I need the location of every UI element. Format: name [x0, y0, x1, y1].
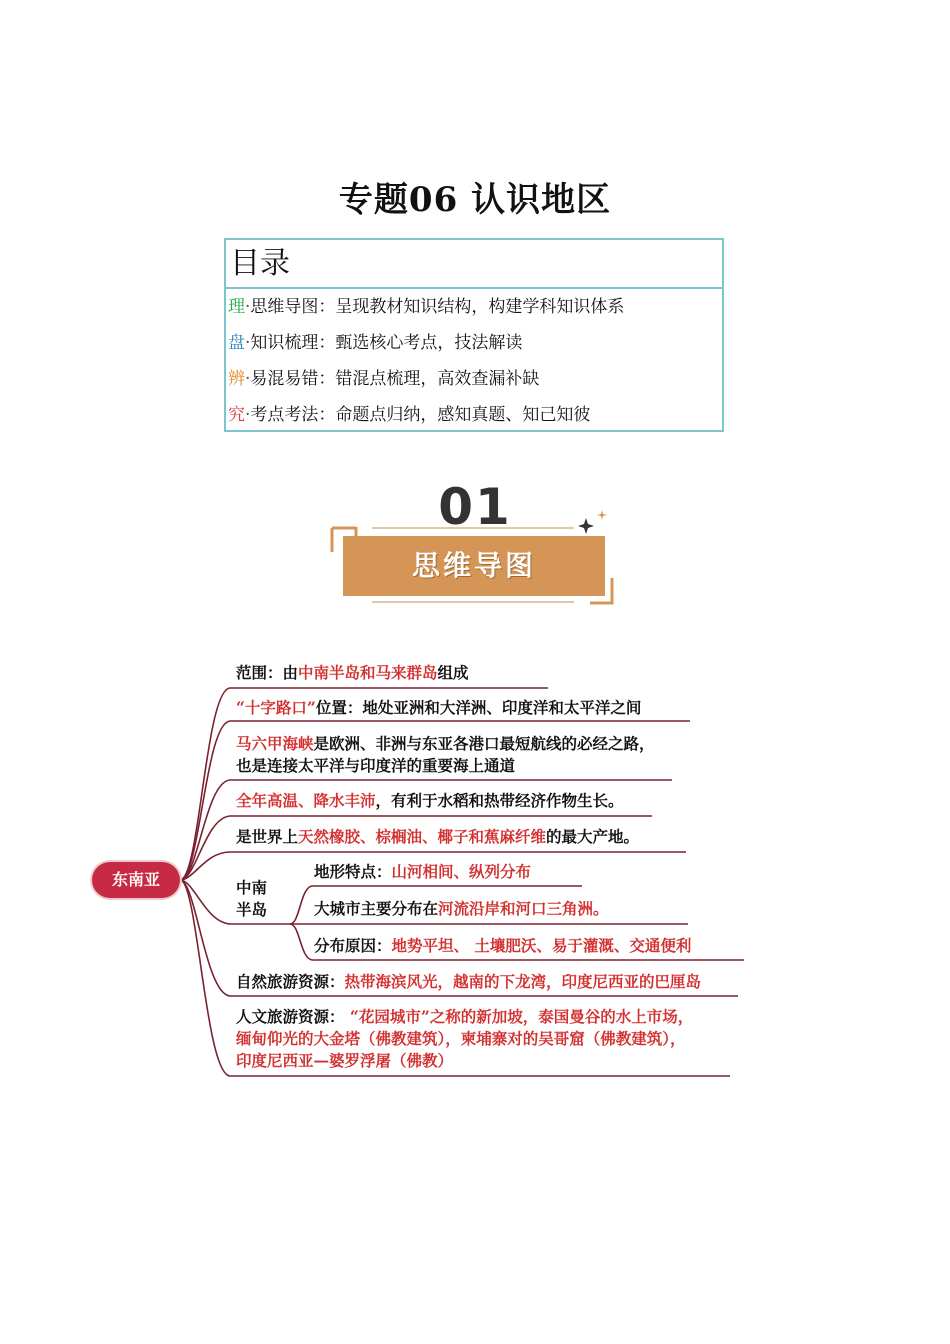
- mindmap-root: 东南亚: [92, 862, 180, 898]
- toc-label: 知识梳理：: [250, 333, 336, 353]
- branch-cultural-tourism: 人文旅游资源： “花园城市”之称的新加坡，泰国曼谷的水上市场， 缅甸仰光的大金塔（佛教建筑），柬埔寨对的吴哥窟（佛教建筑）， 印度尼西亚—婆罗浮屠（佛教）: [236, 1007, 694, 1070]
- peninsula-cities: 大城市主要分布在河流沿岸和河口三角洲。: [314, 899, 609, 918]
- branch-location: “十字路口”位置：地处亚洲和大洋洲、印度洋和太平洋之间: [236, 698, 642, 717]
- toc-key: 究: [228, 405, 245, 425]
- branch-products: 是世界上天然橡胶、棕榈油、椰子和蕉麻纤维的最大产地。: [236, 827, 640, 846]
- toc-heading: 目录: [226, 240, 722, 289]
- toc-label: 思维导图：: [250, 297, 336, 317]
- toc-item: 究·考点考法：命题点归纳，感知真题、知己知彼: [228, 405, 591, 425]
- peninsula-terrain: 地形特点：山河相间、纵列分布: [314, 862, 532, 881]
- branch-scope: 范围：由中南半岛和马来群岛组成: [236, 663, 469, 682]
- branch-natural-tourism: 自然旅游资源：热带海滨风光，越南的下龙湾，印度尼西亚的巴厘岛: [236, 972, 702, 991]
- branch-strait: 马六甲海峡是欧洲、非洲与东亚各港口最短航线的必经之路， 也是连接太平洋与印度洋的重要海上通道: [236, 734, 655, 775]
- toc-item: 盘·知识梳理：甄选核心考点，技法解读: [228, 333, 523, 353]
- branch-climate: 全年高温、降水丰沛，有利于水稻和热带经济作物生长。: [236, 791, 624, 810]
- toc-key: 理: [228, 297, 245, 317]
- toc-desc: 甄选核心考点，技法解读: [335, 333, 523, 353]
- section-banner: 思维导图: [343, 536, 605, 596]
- toc-item: 辨·易混易错：错混点梳理，高效查漏补缺: [228, 369, 540, 389]
- toc-key: 辨: [228, 369, 245, 389]
- toc-item: 理·思维导图：呈现教材知识结构，构建学科知识体系: [228, 297, 625, 317]
- peninsula-reasons: 分布原因：地势平坦、 土壤肥沃、易于灌溉、交通便利: [314, 936, 692, 955]
- toc-label: 易混易错：: [250, 369, 336, 389]
- toc-desc: 错混点梳理，高效查漏补缺: [335, 369, 540, 389]
- section-number: 01: [438, 478, 512, 536]
- toc-key: 盘: [228, 333, 245, 353]
- toc-desc: 呈现教材知识结构，构建学科知识体系: [335, 297, 625, 317]
- toc-desc: 命题点归纳，感知真题、知己知彼: [335, 405, 591, 425]
- branch-peninsula-label: 中南 半岛: [236, 878, 268, 919]
- toc-label: 考点考法：: [250, 405, 336, 425]
- page-title: 专题06 认识地区: [338, 180, 612, 220]
